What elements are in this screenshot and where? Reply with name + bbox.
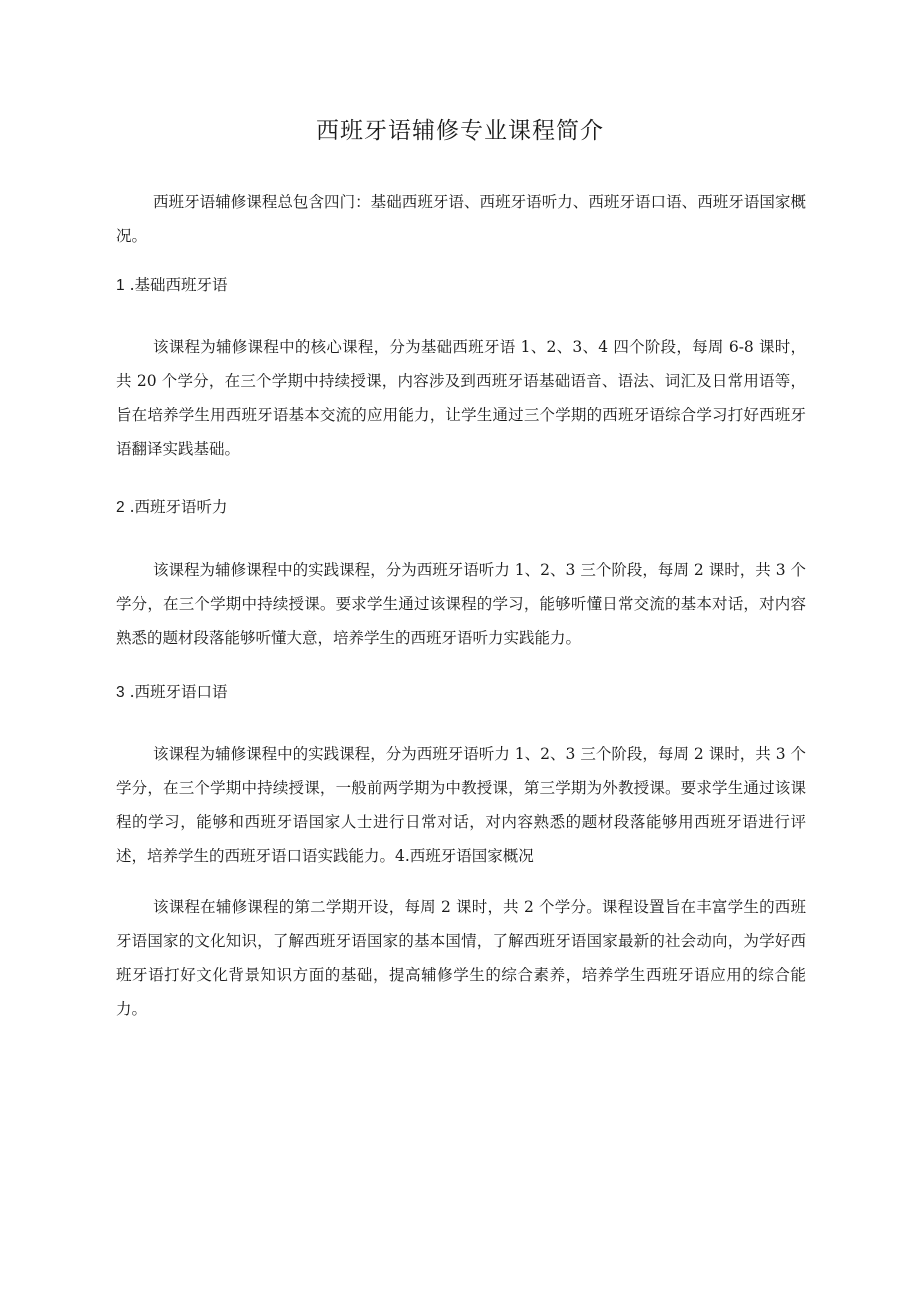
section-title: .西班牙语口语 (129, 683, 228, 701)
section-number: 1 (116, 277, 125, 294)
section-heading-speaking (116, 675, 228, 710)
section-heading-basic-spanish (116, 268, 228, 303)
section-title: .基础西班牙语 (129, 276, 228, 294)
section-body-country-overview: 该课程在辅修课程的第二学期开设，每周 2 课时，共 2 个学分。课程设置旨在丰富学生的西班牙语国家的文化知识，了解西班牙语国家的基本国情，了解西班牙语国家最新的社会动向，为学好西班牙语打好文化背景知识方面的基础，提高辅修学生的综合素养，培养学生西班牙语应用的综合能力。 (116, 898, 806, 1018)
section-number: 2 (116, 499, 125, 516)
section-body-speaking: 该课程为辅修课程中的实践课程，分为西班牙语听力 1、2、3 三个阶段，每周 2 课时，共 3 个学分，在三个学期中持续授课，一般前两学期为中教授课，第三学期为外教授课。要求学生通过该课程的学习，能够和西班牙语国家人士进行日常对话，对内容熟悉的题材段落能够用西班牙语进行评述，培养学生的西班牙语口语实践能力。4.西班牙语国家概况 (116, 745, 806, 865)
section-body-listening: 该课程为辅修课程中的实践课程，分为西班牙语听力 1、2、3 三个阶段，每周 2 课时，共 3 个学分，在三个学期中持续授课。要求学生通过该课程的学习，能够听懂日常交流的基本对话，对内容熟悉的题材段落能够听懂大意，培养学生的西班牙语听力实践能力。 (116, 561, 806, 647)
section-heading-listening (116, 490, 228, 525)
section-number: 3 (116, 684, 125, 701)
section-title: .西班牙语听力 (129, 498, 228, 516)
document-title: 西班牙语辅修专业课程简介 (316, 118, 604, 144)
section-body-basic-spanish: 该课程为辅修课程中的核心课程，分为基础西班牙语 1、2、3、4 四个阶段，每周 6-8 课时，共 20 个学分，在三个学期中持续授课，内容涉及到西班牙语基础语音、语法、词汇及日常用语等，旨在培养学生用西班牙语基本交流的应用能力，让学生通过三个学期的西班牙语综合学习打好西班牙语翻译实践基础。 (116, 338, 806, 458)
intro-paragraph: 西班牙语辅修课程总包含四门：基础西班牙语、西班牙语听力、西班牙语口语、西班牙语国家概况。 (116, 193, 806, 245)
